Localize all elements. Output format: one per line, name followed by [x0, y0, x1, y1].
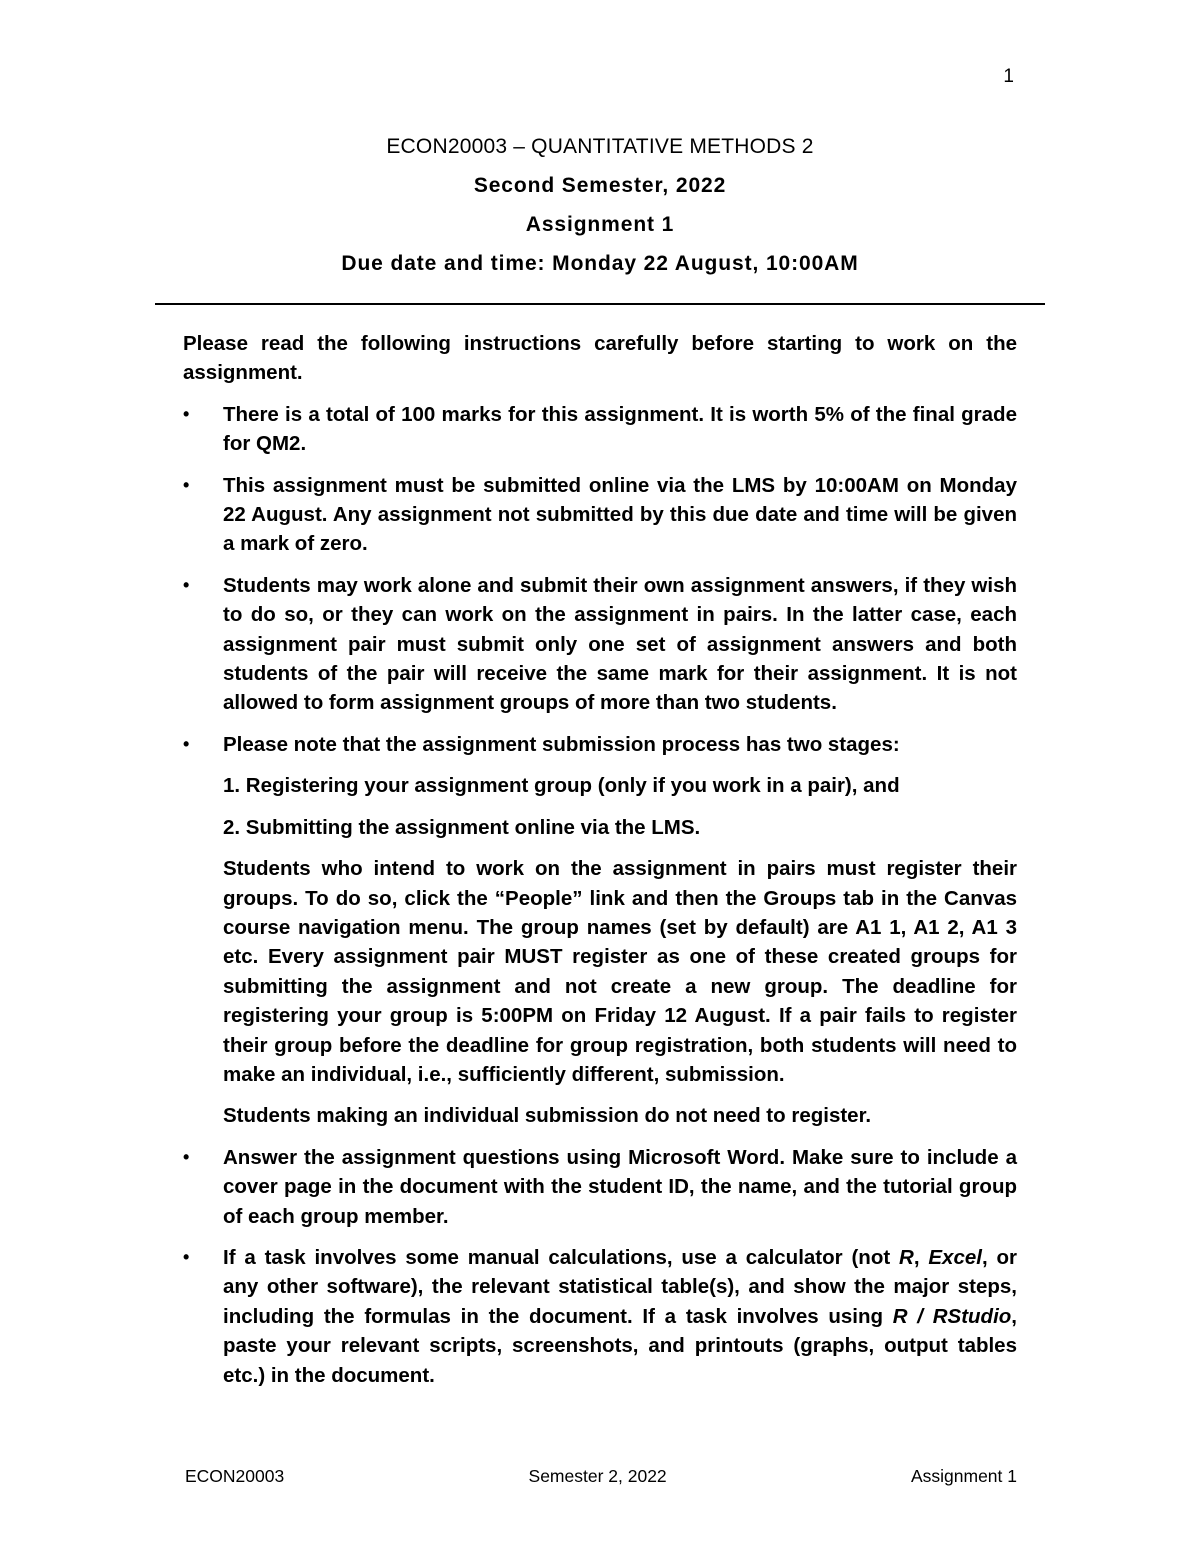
calc-text-part2: , or any other software), the relevant statistical table(s), and show the major steps, including the formulas in the document. If a task involves using [223, 1245, 1017, 1328]
calc-text-part3: , paste your relevant scripts, screenshots, and printouts (graphs, output tables etc.) in the document. [223, 1304, 1017, 1387]
registration-paragraph: Students who intend to work on the assignment in pairs must register their groups. To do so, click the “People” link and then the Groups tab in the Canvas course navigation menu. The group names (set by default) are A1 1, A1 2, A1 3 etc. Every assignment pair MUST register as one of these created groups for submitting the assignment and not create a new group. The deadline for registering your group is 5:00PM on Friday 12 August. If a pair fails to register their group before the deadline for group registration, both students will need to make an individual, i.e., sufficiently different, submission. [223, 857, 1017, 1086]
bullet-text-stages: Please note that the assignment submission process has two stages: [223, 732, 900, 756]
bullet-icon: • [183, 733, 190, 754]
course-title: ECON20003 – QUANTITATIVE METHODS 2 [386, 135, 814, 158]
bullet-icon: • [183, 403, 190, 424]
footer-assignment: Assignment 1 [910, 1466, 1017, 1486]
bullet-icon: • [183, 1146, 190, 1167]
assignment-title: Assignment 1 [525, 213, 675, 236]
calc-text-r: R [899, 1245, 914, 1269]
calc-text-comma: , [913, 1245, 929, 1269]
individual-submission-note: Students making an individual submission do not need to register. [223, 1104, 872, 1128]
bullet-text-word: Answer the assignment questions using Microsoft Word. Make sure to include a cover page in the document with the student ID, the name, and the tutorial group of each group member. [223, 1145, 1017, 1228]
document-header [0, 132, 1200, 288]
bullet-text-pairs: Students may work alone and submit their own assignment answers, if they wish to do so, or they can work on the assignment in pairs. In the latter case, each assignment pair must submit only one set of assignment answers and both students of the pair will receive the same mark for their assignment. It is not allowed to form assignment groups of more than two students. [223, 573, 1017, 715]
footer-semester: Semester 2, 2022 [528, 1466, 667, 1486]
stage-two: 2. Submitting the assignment online via the LMS. [223, 815, 701, 839]
due-date-line: Due date and time: Monday 22 August, 10:00AM [341, 252, 859, 275]
bullet-icon: • [183, 474, 190, 495]
instructions-body [183, 329, 1017, 1402]
calc-text-rstudio: R / RStudio [892, 1304, 1012, 1328]
semester-line: Second Semester, 2022 [473, 174, 727, 197]
page-number: 1 [1003, 66, 1014, 87]
list-item [183, 1143, 1017, 1231]
bullet-text-submission: This assignment must be submitted online via the LMS by 10:00AM on Monday 22 August. Any assignment not submitted by this due date and time will be given a mark of zero. [223, 473, 1017, 556]
footer-course-code: ECON20003 [185, 1466, 285, 1486]
instructions-list [183, 400, 1017, 1390]
calc-text-excel: Excel [928, 1245, 982, 1269]
calc-text-part1: If a task involves some manual calculations, use a calculator (not [223, 1245, 900, 1269]
intro-paragraph: Please read the following instructions carefully before starting to work on the assignment. [183, 332, 1017, 385]
list-item [183, 1243, 1017, 1390]
bullet-text-marks: There is a total of 100 marks for this assignment. It is worth 5% of the final grade for QM2. [223, 402, 1017, 456]
bullet-text-calculations [223, 1243, 1017, 1390]
stage-one: 1. Registering your assignment group (only if you work in a pair), and [223, 774, 900, 798]
bullet-icon: • [183, 1246, 190, 1267]
list-item [183, 730, 1017, 1131]
header-divider [155, 303, 1045, 305]
list-item [183, 471, 1017, 559]
page-footer [185, 1466, 1017, 1487]
bullet-icon: • [183, 574, 190, 595]
list-item [183, 400, 1017, 459]
list-item [183, 571, 1017, 718]
